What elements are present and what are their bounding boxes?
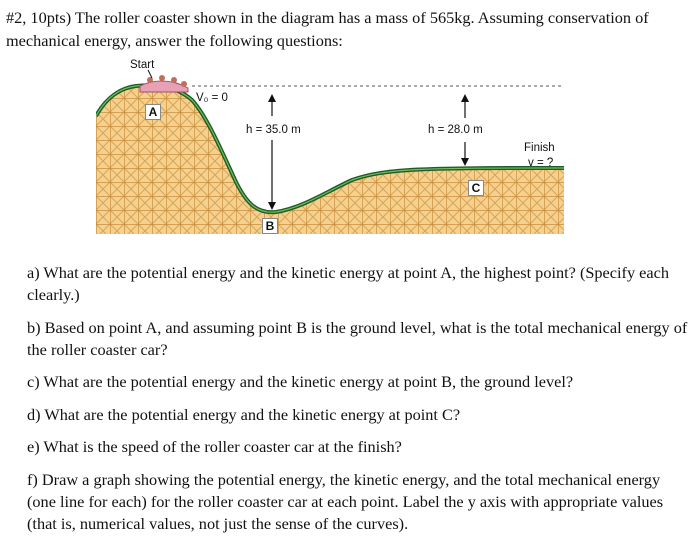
finish-label: Finish — [524, 142, 555, 154]
height-35-label: h = 35.0 m — [246, 124, 301, 136]
coaster-car — [140, 75, 188, 92]
problem-intro: #2, 10pts) The roller coaster shown in the diagram has a mass of 565kg. Assuming conservation of mechanical energy, answer the following questions: — [6, 8, 649, 50]
support-structure — [96, 85, 564, 234]
point-b-marker: B — [262, 218, 278, 234]
height-arrow-35 — [268, 94, 276, 210]
point-a-marker: A — [145, 104, 161, 120]
question-f: f) Draw a graph showing the potential energy, the kinetic energy, and the total mechanical energy (one line for each) for the roller coaster car at each point. Label the y axis with appropriate values (that is, numerical values, not just the sense of the curves). — [27, 469, 664, 533]
start-label: Start — [130, 59, 155, 71]
roller-coaster-diagram — [96, 56, 564, 244]
question-e: e) What is the speed of the roller coaster car at the finish? — [27, 437, 402, 456]
question-list — [27, 262, 693, 545]
question-b: b) Based on point A, and assuming point B is the ground level, what is the total mechanical energy of the roller coaster car? — [27, 317, 688, 359]
initial-velocity-label: V₀ = 0 — [196, 92, 228, 104]
question-d: d) What are the potential energy and the kinetic energy at point C? — [27, 404, 461, 424]
question-c: c) What are the potential energy and the kinetic energy at point B, the ground level? — [27, 372, 574, 391]
finish-velocity-label: v = ? — [528, 157, 554, 169]
point-c-marker: C — [468, 180, 484, 196]
roller-coaster-illustration — [96, 56, 564, 244]
question-a: a) What are the potential energy and the kinetic energy at point A, the highest point? (Specify each clearly.) — [27, 263, 669, 304]
height-28-label: h = 28.0 m — [428, 124, 483, 136]
